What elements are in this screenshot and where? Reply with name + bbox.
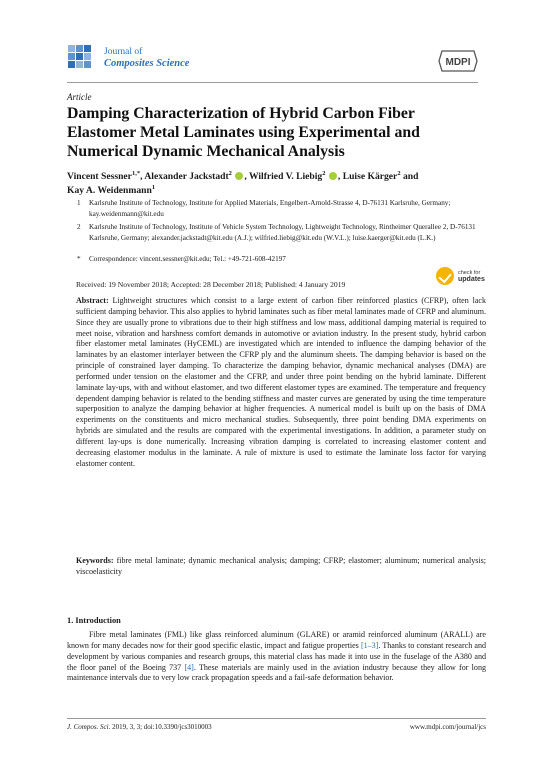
author-name: Wilfried V. Liebig <box>248 171 323 182</box>
abstract <box>76 296 486 470</box>
affiliation-mark: 1 <box>77 199 81 207</box>
citation-link-1-3[interactable]: [1–3] <box>360 640 379 650</box>
mdpi-logo <box>438 50 478 72</box>
author-affiliation-sup: 1,* <box>131 169 141 177</box>
orcid-icon[interactable] <box>235 172 243 180</box>
check-for-updates-button[interactable] <box>436 267 484 289</box>
author-name: Kay A. Weidenmann <box>67 185 152 196</box>
author-name: Luise Kärger <box>342 171 398 182</box>
affiliation-mark: * <box>77 255 81 263</box>
footer-website-link[interactable]: www.mdpi.com/journal/jcs <box>409 723 486 731</box>
footer-citation <box>67 723 212 731</box>
author-list <box>67 170 487 198</box>
author-separator: and <box>400 171 419 182</box>
article-title: Damping Characterization of Hybrid Carbon Fiber Elastomer Metal Laminates using Experimental and Numerical Dynamic Mechanical Analysis <box>67 105 420 160</box>
footer-journal-abbrev: J. Compos. Sci. <box>67 723 111 731</box>
affiliation-text: Karlsruhe Institute of Technology, Institute of Vehicle System Technology, Lightweight Technology, Rintheimer Querallee 2, D-76131 Karlsruhe, Germany; alexander.jackstadt@kit.edu (A.J.); wilfried.liebig@kit.edu (W.V.L.); luise.kaerger@kit.edu (L.K.) <box>89 223 476 242</box>
intro-text-3: . These materials are mainly used in the aviation industry because they allow for long maintenance intervals due to very low crack propagation speeds and a fail-safe deformation behavior. <box>67 662 486 683</box>
publication-dates: Received: 19 November 2018; Accepted: 28 December 2018; Published: 4 January 2019 <box>76 280 346 289</box>
affiliation-text: Karlsruhe Institute of Technology, Institute for Applied Materials, Engelbert-Arnold-Strasse 4, D-76131 Karlsruhe, Germany; kay.weidenmann@kit.edu <box>89 199 451 218</box>
author-affiliation-sup: 2 <box>322 169 326 177</box>
author-affiliation-sup: 1 <box>151 183 156 191</box>
keywords <box>76 556 486 578</box>
abstract-text: Lightweight structures which consist to a large extent of carbon fiber reinforced plastics (CFRP), often lack sufficient damping behavior. This also applies to hybrid laminates such as fiber metal laminates made of CFRP and aluminum. Since they are usually prone to vibrations due to their high stiffness and low mass, additional damping material is required to meet noise, vibration and harshness comfort demands in automotive or aviation industry. In the present study, hybrid carbon fiber elastomer metal laminates (HyCEML) are investigated which are intended to influence the damping behavior of the laminates by an elastomer interlayer between the CFRP ply and the aluminum sheets. The damping behavior is based on the principle of constrained layer damping. To characterize the damping behavior, dynamic mechanical analyses (DMA) are performed under tension on the elastomer and the CFRP, and under three point bending on the hybrid laminate. Different laminate lay-ups, with and without elastomer, and two different elastomer types are examined. The temperature and frequency dependent damping behavior is related to the bending stiffness and master curves are generated by using the time temperature superposition to analyze the damping behavior at higher frequencies. A numerical model is built up on the basis of DMA experiments on the constituents and micro mechanical studies. Subsequently, three point bending DMA experiments on hybrids are simulated and the results are compared with the experimental investigations. In addition, a parameter study on different lay-ups is done numerically. Increasing vibration damping is correlated to increasing elastomer content and decreasing elastomer modulus in the laminate. A rule of mixture is used to estimate the laminate loss factor for varying elastomer content. <box>76 296 487 468</box>
footer-divider <box>67 718 486 719</box>
article-type: Article <box>67 92 92 102</box>
orcid-icon[interactable] <box>329 172 337 180</box>
correspondence-text: Correspondence: vincent.sessner@kit.edu; Tel.: +49-721-608-42197 <box>89 255 286 263</box>
intro-text-2: . Thanks to constant research and development by various companies and research groups, this material class has made it into use in the fuselage of the A380 and the floor panel of the Boeing 737 <box>67 640 486 672</box>
journal-name-line1: Journal of <box>104 47 143 57</box>
introduction-paragraph <box>67 630 486 684</box>
author-name: Vincent Sessner <box>67 171 132 182</box>
author-separator: , <box>244 171 249 182</box>
section-heading: 1. Introduction <box>67 616 121 625</box>
abstract-label: Abstract: <box>76 296 109 305</box>
footer-citation-text: 2019, 3, 3; doi:10.3390/jcs3010003 <box>112 723 212 731</box>
citation-link-4[interactable]: [4] <box>184 662 194 672</box>
journal-name <box>104 47 189 69</box>
publisher-name: MDPI <box>445 57 471 68</box>
mdpi-hexagon-icon <box>438 50 478 72</box>
keywords-text: fibre metal laminate; dynamic mechanical analysis; damping; CFRP; elastomer; aluminum; numerical analysis; viscoelasticity <box>76 556 487 576</box>
author-name: Alexander Jackstadt <box>144 171 229 182</box>
author-separator: , <box>140 171 145 182</box>
check-updates-icon <box>436 267 454 285</box>
intro-text-1: Fibre metal laminates (FML) like glass reinforced aluminum (GLARE) or aramid reinforced aluminum (ARALL) are known for many decades now for their good specific elastic, impact and fatigue properties <box>67 630 486 650</box>
author-affiliation-sup: 2 <box>228 169 232 177</box>
journal-name-line2: Composites Science <box>104 58 190 69</box>
check-updates-line2: updates <box>458 276 485 283</box>
check-updates-line1: check for <box>458 270 481 276</box>
header-divider <box>67 82 478 83</box>
journal-logo-icon <box>67 44 93 70</box>
affiliation-mark: 2 <box>77 223 81 231</box>
author-affiliation-sup: 2 <box>397 169 401 177</box>
author-separator: , <box>337 171 343 182</box>
keywords-label: Keywords: <box>76 556 114 565</box>
